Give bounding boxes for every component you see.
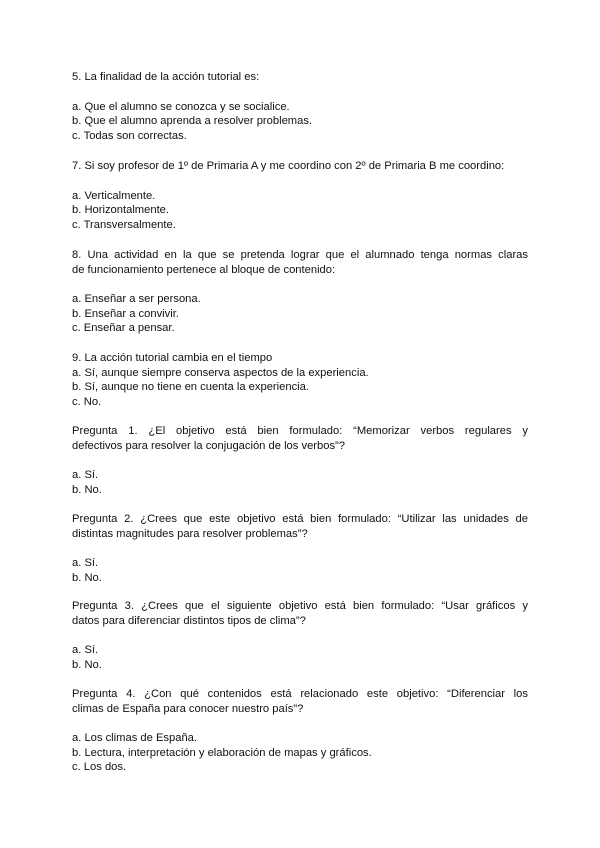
option-a: a. Los climas de España. (72, 732, 197, 745)
question-stem-line: Pregunta 4. ¿Con qué contenidos está relacionado este objetivo: “Diferenciar los (72, 688, 528, 700)
question-8 (72, 248, 528, 336)
option-b: b. Que el alumno aprenda a resolver problemas. (72, 115, 313, 128)
question-9 (72, 351, 528, 409)
question-stem-line: datos para diferenciar distintos tipos de clima”? (72, 614, 306, 627)
question-stem: 9. La acción tutorial cambia en el tiempo (72, 352, 273, 364)
pregunta-3 (72, 599, 528, 672)
option-a: a. Sí. (72, 644, 99, 657)
pregunta-1 (72, 424, 528, 497)
question-stem-line: 8. Una actividad en la que se pretenda lograr que el alumnado tenga normas claras (72, 249, 528, 261)
option-a: a. Que el alumno se conozca y se socialice. (72, 100, 290, 113)
option-c: c. Enseñar a pensar. (72, 322, 175, 335)
question-stem-line: climas de España para conocer nuestro país”? (72, 702, 304, 715)
question-stem-line: distintas magnitudes para resolver problemas”? (72, 527, 308, 540)
option-a: a. Sí, aunque siempre conserva aspectos de la experiencia. (72, 366, 369, 379)
option-c: c. Transversalmente. (72, 218, 176, 231)
option-a: a. Sí. (72, 469, 99, 482)
question-stem-line: Pregunta 2. ¿Crees que este objetivo está bien formulado: “Utilizar las unidades de (72, 513, 528, 525)
question-stem-line: defectivos para resolver la conjugación de los verbos”? (72, 439, 346, 452)
option-c: c. No. (72, 395, 102, 408)
pregunta-2 (72, 512, 528, 585)
option-b: b. No. (72, 571, 102, 584)
option-b: b. Enseñar a convivir. (72, 307, 179, 320)
option-b: b. Lectura, interpretación y elaboración de mapas y gráficos. (72, 746, 372, 759)
pregunta-4 (72, 687, 528, 775)
question-stem-line: Pregunta 1. ¿El objetivo está bien formulado: “Memorizar verbos regulares y (72, 425, 528, 437)
option-a: a. Verticalmente. (72, 189, 156, 202)
question-stem: 5. La finalidad de la acción tutorial es: (72, 71, 260, 83)
option-b: b. Sí, aunque no tiene en cuenta la experiencia. (72, 381, 309, 394)
option-c: c. Los dos. (72, 761, 127, 774)
question-stem-line: de funcionamiento pertenece al bloque de contenido: (72, 263, 336, 276)
option-b: b. Horizontalmente. (72, 204, 170, 217)
option-a: a. Enseñar a ser persona. (72, 293, 201, 306)
question-7 (72, 159, 528, 232)
option-c: c. Todas son correctas. (72, 129, 187, 142)
option-b: b. No. (72, 483, 102, 496)
option-b: b. No. (72, 658, 102, 671)
question-5 (72, 70, 528, 143)
option-a: a. Sí. (72, 557, 99, 570)
question-stem-line: Pregunta 3. ¿Crees que el siguiente objetivo está bien formulado: “Usar gráficos y (72, 600, 528, 612)
question-stem: 7. Si soy profesor de 1º de Primaria A y me coordino con 2º de Primaria B me coordino: (72, 160, 505, 172)
